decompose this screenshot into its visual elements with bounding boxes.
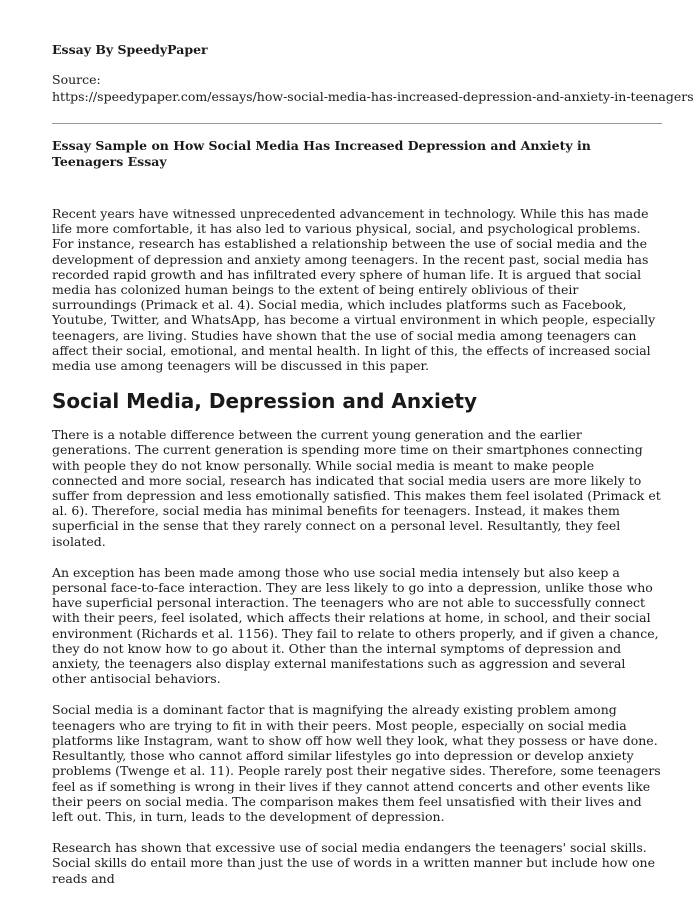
divider [52, 123, 662, 124]
source-label: Source: [52, 72, 101, 87]
body-paragraph: Social media is a dominant factor that is magnifying the already existing problem among teenagers who are trying to fit in with their peers. Most people, especially on social media platforms like Instagram, want to show off how well they look, what they possess or have done. Resultantly, those who cannot afford similar lifestyles go into depression or develop anxiety problems (Twenge et al. 11). People rarely post their negative sides. Therefore, some teenagers feel as if something is wrong in their lives if they cannot attend concerts and other events like their peers on social media. The comparison makes them feel unsatisfied with their lives and left out. This, in turn, leads to the development of depression. [52, 702, 661, 824]
body-paragraph: An exception has been made among those who use social media intensely but also keep a personal face-to-face interaction. They are less likely to go into a depression, unlike those who have superficial personal interaction. The teenagers who are not able to successfully connect with their peers, feel isolated, which affects their relations at home, in school, and their social environment (Richards et al. 1156). They fail to relate to others properly, and if given a chance, they do not know how to go about it. Other than the internal symptoms of depression and anxiety, the teenagers also display external manifestations such as aggression and several other antisocial behaviors. [52, 564, 659, 687]
essay-author-line: Essay By SpeedyPaper [52, 42, 208, 57]
essay-title: Essay Sample on How Social Media Has Increased Depression and Anxiety in Teenagers Essay [52, 138, 591, 169]
section-heading: Social Media, Depression and Anxiety [52, 389, 478, 414]
document-page [52, 42, 694, 902]
body-paragraph: There is a notable difference between the current young generation and the earlier generations. The current generation is spending more time on their smartphones connecting with people they do not know personally. While social media is meant to make people connected and more social, research has indicated that social media users are more likely to suffer from depression and less emotionally satisfied. This makes them feel isolated (Primack et al. 6). Therefore, social media has minimal benefits for teenagers. Instead, it makes them superficial in the sense that they rarely connect on a personal level. Resultantly, they feel isolated. [52, 427, 661, 549]
intro-paragraph: Recent years have witnessed unprecedented advancement in technology. While this has made life more comfortable, it has also led to various physical, social, and psychological problems. For instance, research has established a relationship between the use of social media and the development of depression and anxiety among teenagers. In the recent past, social media has recorded rapid growth and has infiltrated every sphere of human life. It is argued that social media has colonized human beings to the extent of being entirely oblivious of their surroundings (Primack et al. 4). Social media, which includes platforms such as Facebook, Youtube, Twitter, and WhatsApp, has become a virtual environment in which people, especially teenagers, are living. Studies have shown that the use of social media among teenagers can affect their social, emotional, and mental health. In light of this, the effects of increased social media use among teenagers will be discussed in this paper. [52, 206, 656, 374]
source-url: https://speedypaper.com/essays/how-social-media-has-increased-depression-and-anxiety-in-teenagers [52, 89, 694, 104]
body-paragraph: Research has shown that excessive use of social media endangers the teenagers' social skills. Social skills do entail more than just the use of words in a written manner but include how one reads and [52, 840, 655, 886]
